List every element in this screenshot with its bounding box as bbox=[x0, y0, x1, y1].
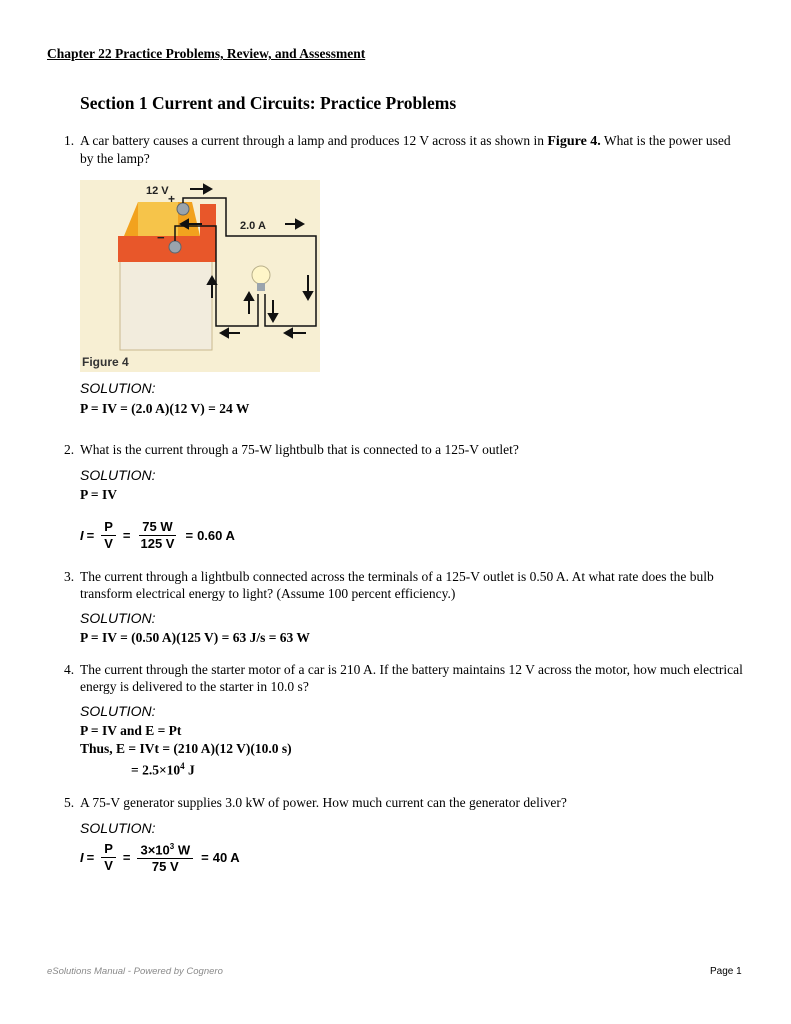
footer-publisher: eSolutions Manual - Powered by Cognero bbox=[47, 966, 223, 977]
problem-3 bbox=[64, 568, 744, 602]
chapter-title: Chapter 22 Practice Problems, Review, and Assessment bbox=[47, 46, 366, 61]
fraction: $\frac{75 W}{125 V}$ bbox=[140, 519, 175, 551]
fraction: $\frac{P}{V}$ bbox=[101, 520, 116, 551]
figure-reference: Figure 4. bbox=[547, 134, 601, 149]
page-number: Page 1 bbox=[710, 966, 742, 977]
equation-generator-current: I = $\frac{P}{V}$ = $\frac{3\times 10^3 W}{75 V}$ = 40 A bbox=[80, 840, 240, 875]
figure-4-circuit bbox=[80, 180, 320, 372]
equation-result: 0.60 A bbox=[197, 528, 235, 543]
problem-number: 2. bbox=[64, 442, 75, 457]
solution-label: SOLUTION: bbox=[80, 610, 156, 626]
problem-5 bbox=[64, 794, 744, 811]
problem-text: A 75-V generator supplies 3.0 kW of power. How much current can the generator deliver? bbox=[80, 795, 567, 810]
problem-2 bbox=[64, 441, 744, 458]
circuit-diagram bbox=[80, 180, 320, 372]
solution-answer-line3: = $2.5\times 10^4$ J bbox=[131, 761, 195, 778]
minus-sign: − bbox=[157, 230, 165, 245]
problem-text: The current through a lightbulb connected across the terminals of a 125-V outlet is 0.50 A. At what rate does the bulb transform electrical energy to light? (Assume 100 percent efficiency.) bbox=[80, 569, 714, 601]
problem-number: 4. bbox=[64, 662, 75, 677]
fraction: $\frac{3\times 10^3 W}{75 V}$ bbox=[137, 840, 193, 874]
fraction: $\frac{P}{V}$ bbox=[101, 842, 116, 873]
solution-answer: P = IV bbox=[80, 487, 117, 502]
solution-label: SOLUTION: bbox=[80, 467, 156, 483]
equation-result: 40 A bbox=[212, 849, 240, 865]
problem-text: The current through the starter motor of a car is 210 A. If the battery maintains 12 V across the motor, how much electrical energy is delivered to the starter in 10.0 s? bbox=[80, 662, 743, 694]
problem-number: 1. bbox=[64, 133, 75, 148]
solution-answer: P = IV = (2.0 A)(12 V) = 24 W bbox=[80, 401, 250, 416]
solution-answer-line1: P = IV and E = Pt bbox=[80, 723, 182, 738]
problem-text-cont: What is the power used by the lamp? bbox=[80, 133, 731, 166]
current-label: 2.0 A bbox=[240, 220, 266, 232]
voltage-label: 12 V bbox=[146, 185, 169, 197]
solution-label: SOLUTION: bbox=[80, 820, 156, 836]
problem-4 bbox=[64, 661, 744, 695]
problem-number: 3. bbox=[64, 569, 75, 584]
plus-sign: + bbox=[168, 192, 176, 206]
problem-1 bbox=[64, 132, 744, 167]
solution-answer-line2: Thus, E = IVt = (210 A)(12 V)(10.0 s) bbox=[80, 741, 292, 756]
section-title: Section 1 Current and Circuits: Practice Problems bbox=[80, 93, 457, 113]
problem-text: A car battery causes a current through a lamp and produces 12 V across it as shown in bbox=[80, 133, 548, 148]
problem-number: 5. bbox=[64, 795, 75, 810]
figure-caption: Figure 4 bbox=[82, 355, 129, 369]
solution-label: SOLUTION: bbox=[80, 703, 156, 719]
solution-label: SOLUTION: bbox=[80, 380, 156, 396]
equation-current: I = $\frac{P}{V}$ = $\frac{75 W}{125 V}$ = 0.60 A bbox=[80, 519, 235, 551]
problem-text: What is the current through a 75-W lightbulb that is connected to a 125-V outlet? bbox=[80, 442, 519, 457]
solution-answer: P = IV = (0.50 A)(125 V) = 63 J/s = 63 W bbox=[80, 630, 310, 645]
